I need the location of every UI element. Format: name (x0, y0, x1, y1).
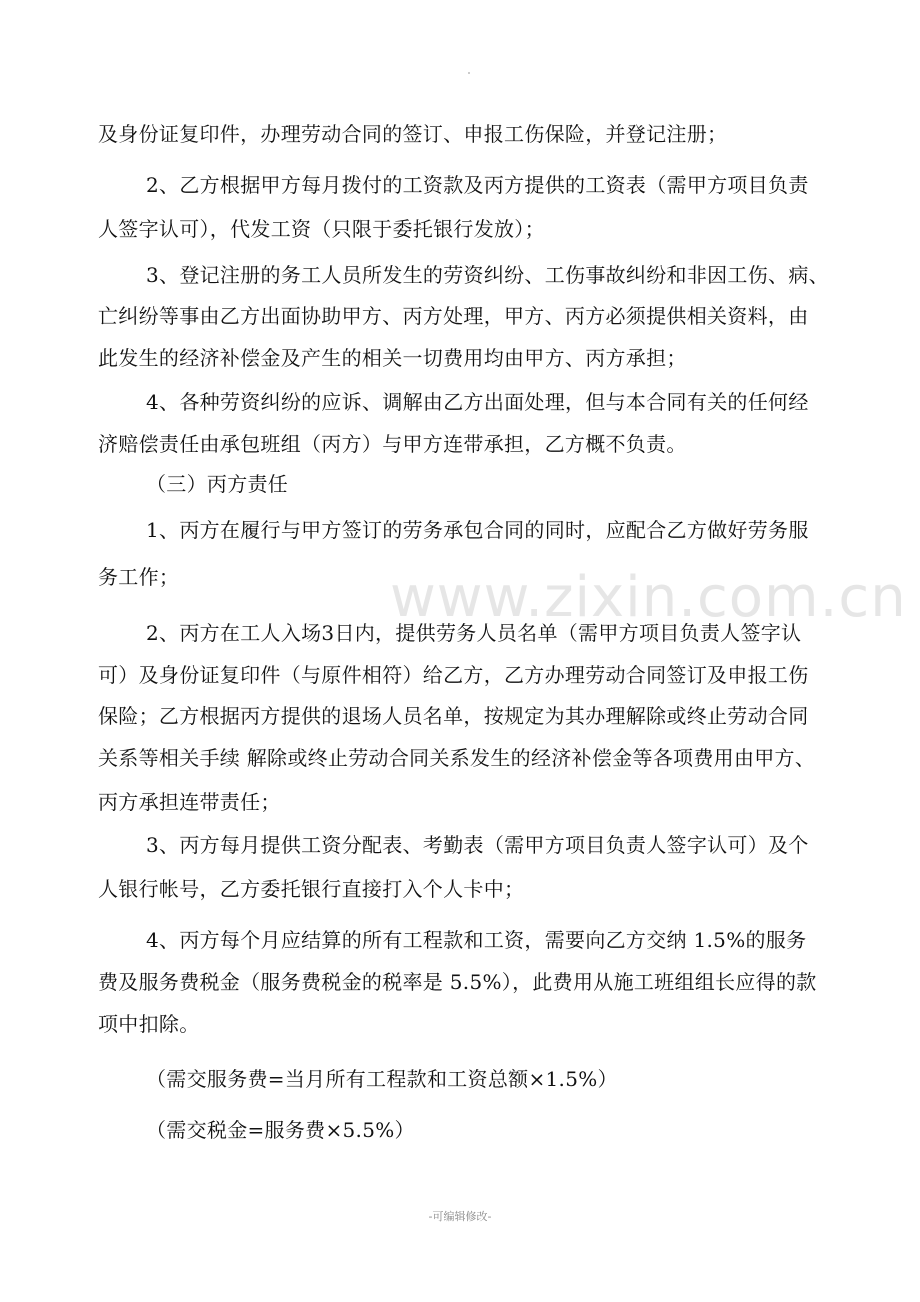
text-line: 1、丙方在履行与甲方签订的劳务承包合同的同时，应配合乙方做好劳务服 (146, 518, 809, 542)
formula-line: （需交服务费=当月所有工程款和工资总额×1.5%） (146, 1067, 618, 1091)
watermark-text: www.zixin.com.cn (390, 565, 907, 630)
text-line: 务工作； (98, 565, 180, 589)
text-line: 人签字认可），代发工资（只限于委托银行发放）； (98, 217, 545, 241)
text-line: 4、丙方每个月应结算的所有工程款和工资，需要向乙方交纳 1.5%的服务 (146, 928, 807, 952)
text-line: 4、各种劳资纠纷的应诉、调解由乙方出面处理，但与本合同有关的任何经 (146, 390, 809, 414)
text-line: 人银行帐号，乙方委托银行直接打入个人卡中； (98, 877, 525, 901)
formula-line: （需交税金=服务费×5.5%） (146, 1118, 415, 1142)
text-line: 2、丙方在工人入场3日内，提供劳务人员名单（需甲方项目负责人签字认 (146, 621, 802, 645)
text-line: 3、丙方每月提供工资分配表、考勤表（需甲方项目负责人签字认可）及个 (146, 833, 809, 857)
text-line: 关系等相关手续 解除或终止劳动合同关系发生的经济补偿金等各项费用由甲方、 (98, 746, 816, 770)
text-line: 费及服务费税金（服务费税金的税率是 5.5%），此费用从施工班组组长应得的款 (98, 970, 817, 994)
text-line: 3、登记注册的务工人员所发生的劳资纠纷、工伤事故纠纷和非因工伤、病、 (146, 263, 829, 287)
text-line: 丙方承担连带责任； (98, 790, 281, 814)
section-heading: （三）丙方责任 (146, 472, 289, 496)
text-line: 此发生的经济补偿金及产生的相关一切费用均由甲方、丙方承担； (98, 346, 687, 370)
text-line: 2、乙方根据甲方每月拨付的工资款及丙方提供的工资表（需甲方项目负责 (146, 173, 809, 197)
text-line: 亡纠纷等事由乙方出面协助甲方、丙方处理，甲方、丙方必须提供相关资料，由 (98, 304, 809, 328)
text-line: 保险；乙方根据丙方提供的退场人员名单，按规定为其办理解除或终止劳动合同 (98, 704, 809, 728)
page-top-mark (468, 72, 470, 74)
text-line: 及身份证复印件，办理劳动合同的签订、申报工伤保险，并登记注册； (98, 122, 728, 146)
page-footer: -可编辑修改- (428, 1210, 492, 1223)
text-line: 项中扣除。 (98, 1012, 200, 1036)
text-line: 济赔偿责任由承包班组（丙方）与甲方连带承担，乙方概不负责。 (98, 432, 687, 456)
text-line: 可）及身份证复印件（与原件相符）给乙方，乙方办理劳动合同签订及申报工伤 (98, 663, 809, 687)
